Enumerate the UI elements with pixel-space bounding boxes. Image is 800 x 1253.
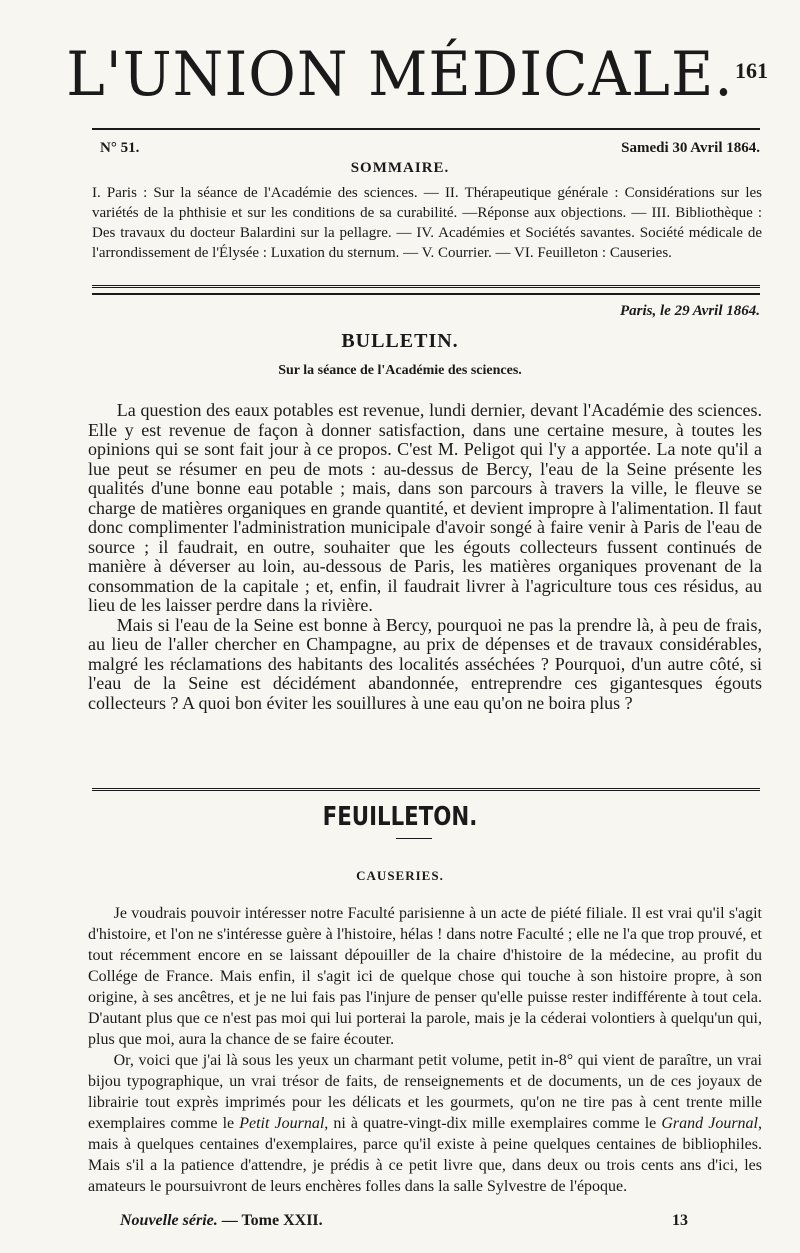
feuilleton-text: , ni à quatre-vingt-dix mille exemplaires comme le bbox=[324, 1115, 662, 1132]
sommaire-line: I. Paris : Sur la séance de l'Académie des sciences. — II. Thérapeutique générale : Considérations sur les variétés de la phthisie et sur les conditions de sa curabilité. —Réponse aux objections. — III. Bibliothèque : Des travaux du docteur Balardini sur la pellagre. — IV. Académies et Sociétés savantes. Société médicale de l'arrondissement de l'Élysée : Luxation du sternum. — V. Courrier. — VI. Feuilleton : Causeries. bbox=[92, 185, 762, 261]
bulletin-title: BULLETIN. bbox=[341, 330, 459, 352]
journal-title: Grand Journal bbox=[661, 1115, 759, 1132]
feuilleton-paragraph: Je voudrais pouvoir intéresser notre Faculté parisienne à un acte de piété filiale. Il est vrai qu'il s'agit d'histoire, et l'on ne s'intéresse guère à l'histoire, hélas ! dans notre Faculté ; elle ne l'a que trop prouvé, et tout récemment encore en se laissant dépouiller de la chaire d'histoire de la médecine, au profit du Collége de France. Mais enfin, il s'agit ici de quelque chose qui touche à son histoire propre, à son origine, à ses ancêtres, et je ne lui fais pas l'injure de penser qu'elle puisse rester indifférente à tout cela. D'autant plus que ce n'est pas moi qui lui porterai la parole, mais je la céderai volontiers à quelqu'un qui, plus que moi, aura la chance de se faire écouter. bbox=[88, 905, 762, 1048]
feuilleton-text: Or, voici que j'ai là sous les yeux un charmant petit volume, petit in-8° qui vient de paraître, un vrai bijou typographique, un vrai trésor de faits, de renseignements et de documents, un de ces joyaux de librairie tout exprès imprimés pour les délicats et les gourmets, qu'on ne tire pas à cent trente mille exemplaires comme le bbox=[88, 1052, 762, 1132]
feuilleton-title: FEUILLETON. bbox=[322, 802, 478, 832]
feuilleton-rule bbox=[92, 788, 760, 794]
journal-title: Petit Journal bbox=[239, 1115, 325, 1132]
section-rule-top bbox=[92, 285, 760, 291]
signature-mark: 13 bbox=[672, 1212, 688, 1229]
section-rule-bottom bbox=[92, 293, 760, 295]
bulletin-paragraph: Mais si l'eau de la Seine est bonne à Bercy, pourquoi ne pas la prendre là, à peu de frais, au lieu de l'aller chercher en Champagne, au prix de dépenses et de travaux considérables, malgré les réclamations des habitants des localités asséchées ? Pourquoi, d'un autre côté, si l'eau de la Seine est décidément abandonnée, entreprendre ces gigantesques égouts collecteurs ? A quoi bon éviter les souillures à une eau qu'on ne boira plus ? bbox=[88, 614, 762, 713]
bulletin-paragraph: La question des eaux potables est revenue, lundi dernier, devant l'Académie des sciences. Elle y est revenue de façon à donner satisfaction, dans une certaine mesure, à toutes les opinions qui se sont fait jour à ce propos. C'est M. Peligot qui l'y a apportée. La note qu'il a lue peut se résumer en peu de mots : au-dessus de Bercy, l'eau de la Seine présente les qualités d'une bonne eau potable ; mais, dans son parcours à travers la ville, le fleuve se charge de matières organiques en grande quantité, et devient impropre à l'alimentation. Il faut donc complimenter l'administration municipale d'avoir songé à faire venir à Paris de l'eau de source ; il faudrait, en outre, souhaiter que les égouts collecteurs fussent continués de manière à déverser au loin, au-dessous de Paris, les matières organiques provenant de la consommation de la capitale ; et, enfin, il faudrait livrer à l'agriculture tous ces résidus, au lieu de les laisser perdre dans la rivière. bbox=[88, 400, 762, 615]
feuilleton-text: , mais à quelques centaines d'exemplaires, parce qu'il existe à peine quelques centaines de bibliophiles. Mais s'il a la patience d'attendre, je prédis à ce petit livre que, dans deux ou trois cents ans d'ici, les amateurs le poursuivront de leurs enchères folles dans la salle Sylvestre de l'époque. bbox=[88, 1115, 763, 1195]
issue-date: Samedi 30 Avril 1864. bbox=[621, 140, 760, 156]
feuilleton-paragraph bbox=[88, 1050, 762, 1197]
bulletin-dateline: Paris, le 29 Avril 1864. bbox=[620, 303, 760, 319]
issue-line bbox=[100, 140, 760, 160]
masthead-title: L'UNION MÉDICALE. bbox=[66, 38, 734, 110]
masthead-rule bbox=[92, 128, 760, 130]
series-label: Nouvelle série. bbox=[120, 1212, 218, 1229]
bulletin-body bbox=[88, 401, 762, 713]
page-number: 161 bbox=[735, 58, 768, 83]
sommaire-text bbox=[92, 183, 762, 263]
tome-label: — Tome XXII. bbox=[221, 1212, 323, 1229]
feuilleton-body bbox=[88, 903, 762, 1197]
feuilleton-underline bbox=[396, 838, 432, 839]
causeries-title: CAUSERIES. bbox=[356, 868, 444, 883]
footer-series bbox=[120, 1212, 323, 1230]
sommaire-title: SOMMAIRE. bbox=[350, 160, 450, 176]
issue-number: N° 51. bbox=[100, 140, 140, 156]
bulletin-subtitle: Sur la séance de l'Académie des sciences. bbox=[278, 363, 522, 378]
